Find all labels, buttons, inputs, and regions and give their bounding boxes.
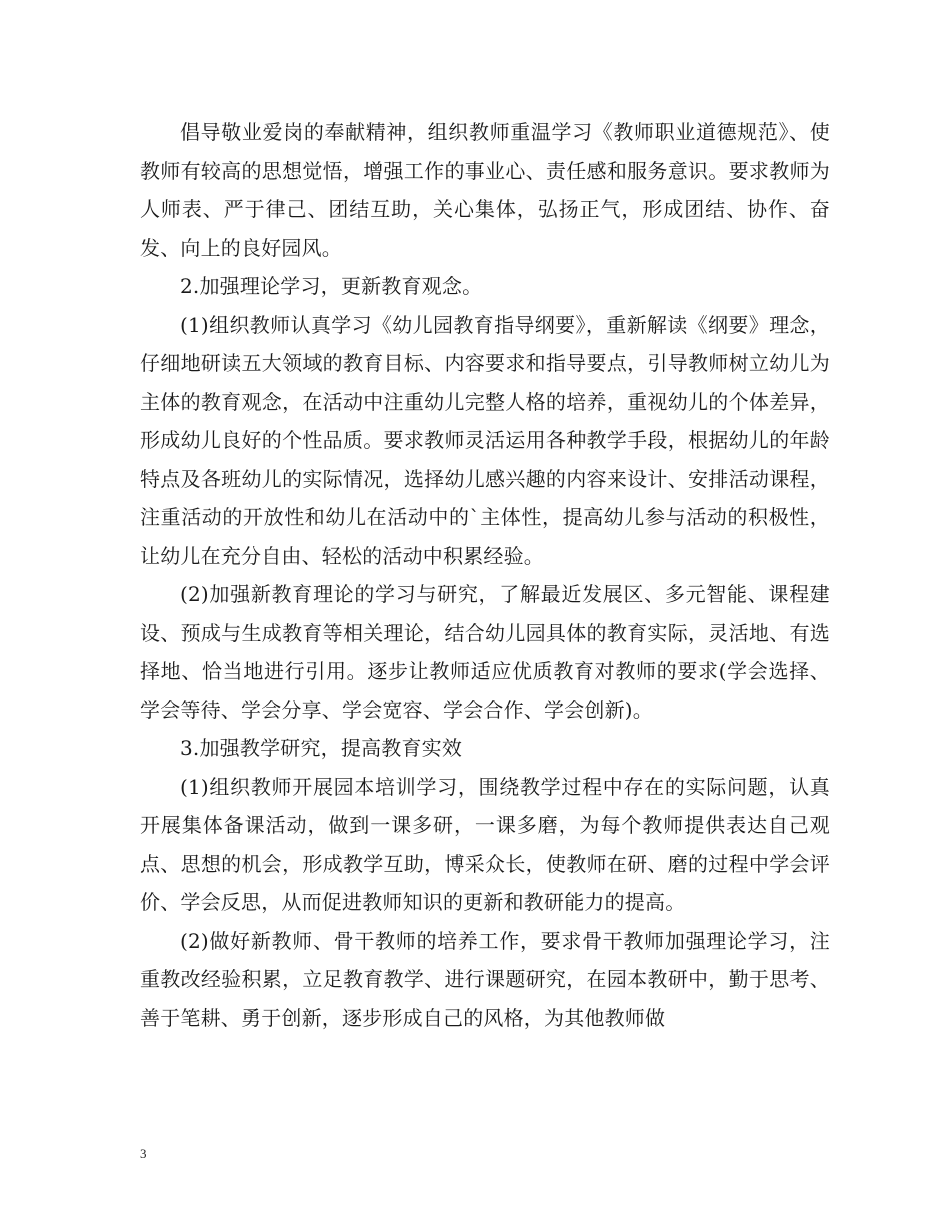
paragraph-guideline-study: (1)组织教师认真学习《幼儿园教育指导纲要》，重新解读《纲要》理念，仔细地研读五大领域的教育目标、内容要求和指导要点，引导教师树立幼儿为主体的教育观念，在活动中注重幼儿完整人格的培养，重视幼儿的个体差异，形成幼儿良好的个性品质。要求教师灵活运用各种教学手段，根据幼儿的年龄特点及各班幼儿的实际情况，选择幼儿感兴趣的内容来设计、安排活动课程，注重活动的开放性和幼儿在活动中的`主体性，提高幼儿参与活动的积极性，让幼儿在充分自由、轻松的活动中积累经验。 (140, 312, 830, 568)
paragraph-dedication: 倡导敬业爱岗的奉献精神，组织教师重温学习《教师职业道德规范》、使教师有较高的思想觉悟，增强工作的事业心、责任感和服务意识。要求教师为人师表、严于律己、团结互助，关心集体，弘扬正气，形成团结、协作、奋发、向上的良好园风。 (140, 120, 830, 260)
paragraph-new-theory: (2)加强新教育理论的学习与研究，了解最近发展区、多元智能、课程建设、预成与生成教育等相关理论，结合幼儿园具体的教育实际，灵活地、有选择地、恰当地进行引用。逐步让教师适应优质教育对教师的要求(学会选择、学会等待、学会分享、学会宽容、学会合作、学会创新)。 (140, 582, 830, 722)
document-body (140, 113, 830, 1037)
heading-teaching-research: 3.加强教学研究，提高教育实效 (180, 736, 463, 760)
page-number: 3 (140, 1146, 147, 1161)
heading-theory-study: 2.加强理论学习，更新教育观念。 (180, 274, 483, 298)
paragraph-teacher-development: (2)做好新教师、骨干教师的培养工作，要求骨干教师加强理论学习，注重教改经验积累，立足教育教学、进行课题研究，在园本教研中，勤于思考、善于笔耕、勇于创新，逐步形成自己的风格，为其他教师做 (140, 928, 830, 1030)
paragraph-school-training: (1)组织教师开展园本培训学习，围绕教学过程中存在的实际问题，认真开展集体备课活动，做到一课多研，一课多磨，为每个教师提供表达自己观点、思想的机会，形成教学互助，博采众长，使教师在研、磨的过程中学会评价、学会反思，从而促进教师知识的更新和教研能力的提高。 (140, 774, 830, 914)
